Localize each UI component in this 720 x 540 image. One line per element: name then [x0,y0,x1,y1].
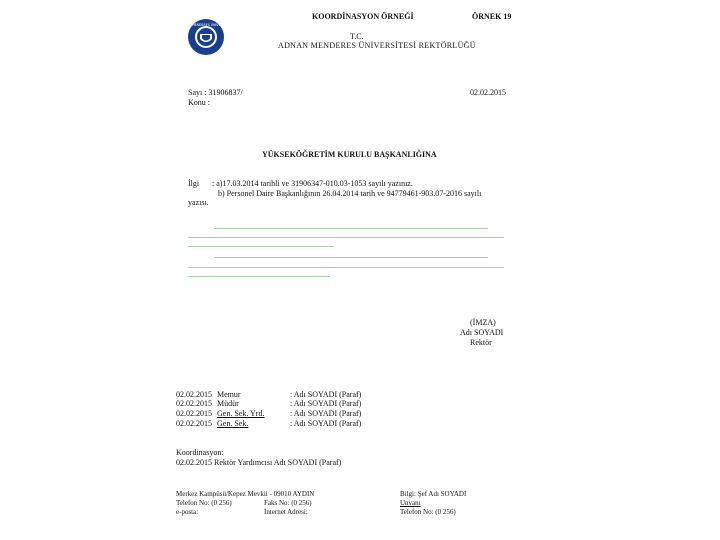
signature-title: Rektör [470,338,492,347]
reference-b: b) Personel Daire Başkanlığının 26.04.2014 tarih ve 94779461-903.07-2016 sayılı [218,189,482,198]
paraf-date: 02.02.2015 [176,399,212,408]
footer-title: Unvanı [400,499,421,507]
form-title: KOORDİNASYON ÖRNEĞİ [312,12,414,21]
body-line-5: .............................................................................................................................................................. [188,261,504,270]
paraf-role: Memur [217,390,241,399]
body-line-1: ......................................................................................................................................... [214,222,488,231]
example-number: ÖRNEK 19 [472,12,512,21]
footer-fax: Faks No: (0 256) [264,499,312,507]
footer-info: Bilgi: Şef Adı SOYADI [400,490,467,498]
paraf-date: 02.02.2015 [176,409,212,418]
signature-imza: (İMZA) [470,318,496,327]
university-logo [179,18,233,56]
footer-address: Merkez Kampüsü/Kepez Mevkii - 09010 AYDIN [176,490,315,498]
reference-b-continued: yazısı. [188,198,209,207]
coordination-label: Koordinasyon: [176,448,224,457]
paraf-date: 02.02.2015 [176,390,212,399]
document-date: 02.02.2015 [470,88,506,97]
footer-phone: Telefon No: (0 256) [176,499,232,507]
paraf-name: : Adı SOYADI (Paraf) [290,399,362,408]
reference-a: : a)17.03.2014 tarihli ve 31906347-010.03-1053 sayılı yazınız. [212,179,413,188]
paraf-date: 02.02.2015 [176,419,212,428]
body-line-4: ......................................................................................................................................... [214,251,488,260]
paraf-row [176,419,248,429]
paraf-name: : Adı SOYADI (Paraf) [290,390,362,399]
paraf-role: Gen. Sek. Yrd. [217,409,265,418]
footer-web: İnternet Adresi: [264,508,308,516]
paraf-role: Müdür [217,399,239,408]
paraf-name: : Adı SOYADI (Paraf) [290,409,362,418]
body-line-3: ......................................................................... [188,240,334,249]
coordination-line: 02.02.2015 Rektör Yardımcısı Adı SOYADI (Paraf) [176,458,342,467]
footer-phone-2: Telefon No: (0 256) [400,508,456,516]
institution-name: ADNAN MENDERES ÜNİVERSİTESİ REKTÖRLÜĞÜ [278,41,476,50]
paraf-row [176,399,239,409]
paraf-role: Gen. Sek. [217,419,249,428]
body-line-6: ....................................................................... [188,270,330,279]
footer-email: e-posta: [176,508,199,516]
tc-label: T.C. [350,32,364,41]
konu-line: Konu : [188,98,210,107]
sayi-line: Sayı : 31906837/ [188,88,243,97]
addressee: YÜKSEKÖĞRETİM KURULU BAŞKANLIĞINA [262,150,437,159]
ilgi-label: İlgi [188,179,200,188]
paraf-row [176,409,264,419]
signature-name: Adı SOYADI [460,328,504,337]
paraf-name: : Adı SOYADI (Paraf) [290,419,362,428]
body-line-2: .............................................................................................................................................................. [188,231,504,240]
svg-text:ADNAN MENDERES ÜNİVERSİTESİ: ADNAN MENDERES ÜNİVERSİTESİ [179,23,233,27]
